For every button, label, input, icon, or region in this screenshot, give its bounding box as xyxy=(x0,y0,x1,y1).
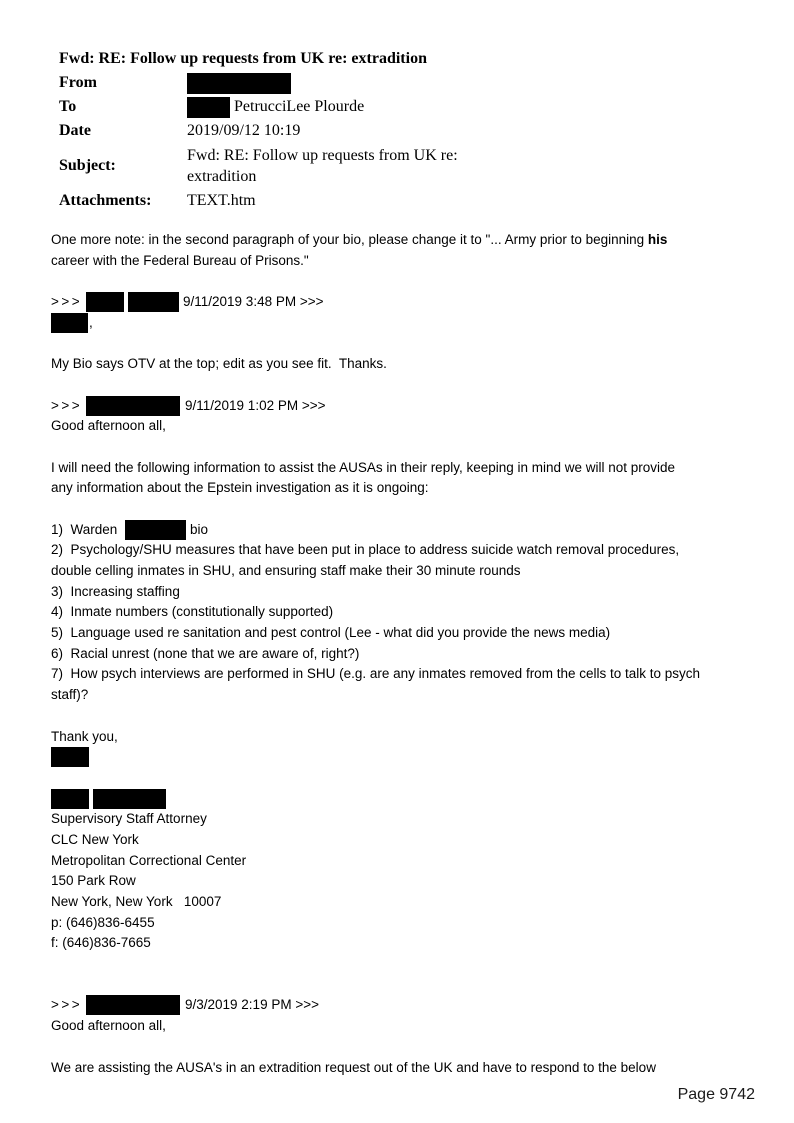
signature-city: New York, New York 10007 xyxy=(51,894,222,909)
redaction-box xyxy=(187,97,230,118)
greeting-line: Good afternoon all, xyxy=(51,1018,166,1034)
redaction-box xyxy=(86,396,180,416)
signature-office: CLC New York xyxy=(51,831,139,847)
subject-label: Subject: xyxy=(59,157,116,174)
quote-marker: >>> xyxy=(51,294,83,310)
redaction-box xyxy=(51,789,89,809)
date-label: Date xyxy=(59,122,91,139)
signature-phone: p: (646)836-6455 xyxy=(51,914,155,930)
list-item-text: 1) Warden xyxy=(51,521,118,537)
list-item: 7) How psych interviews are performed in SHU (e.g. are any inmates removed from the cells to talk to psych xyxy=(51,666,701,682)
signature-title: Supervisory Staff Attorney xyxy=(51,811,207,827)
redaction-box xyxy=(93,789,166,809)
attachments-label: Attachments: xyxy=(59,192,152,209)
from-label: From xyxy=(59,74,97,91)
list-item: 3) Increasing staffing xyxy=(51,583,180,599)
to-label: To xyxy=(59,98,77,115)
list-item: 6) Racial unrest (none that we are aware of, right?) xyxy=(51,645,360,661)
signoff-line xyxy=(51,747,791,768)
date-value: 2019/09/12 10:19 xyxy=(187,122,301,139)
paragraph-line: I will need the following information to assist the AUSAs in their reply, keeping in mind we will not provide xyxy=(51,459,676,475)
message-line: My Bio says OTV at the top; edit as you see fit. Thanks. xyxy=(51,356,387,372)
closing-line: Thank you, xyxy=(51,728,118,744)
paragraph-line: We are assisting the AUSA's in an extradition request out of the UK and have to respond to the below xyxy=(51,1059,656,1075)
list-item-text: bio xyxy=(190,521,209,537)
list-item: 4) Inmate numbers (constitutionally supported) xyxy=(51,604,334,620)
blank-line xyxy=(51,333,791,354)
signature-name-line xyxy=(51,789,791,810)
redaction-box xyxy=(51,747,89,767)
blank-line xyxy=(51,768,791,789)
subject-value-line: extradition xyxy=(187,168,257,185)
page-number: Page 9742 xyxy=(677,1086,755,1103)
blank-line xyxy=(51,271,791,292)
quote-marker: >>> xyxy=(51,997,83,1013)
quoted-header xyxy=(51,396,791,417)
subject-value-line: Fwd: RE: Follow up requests from UK re: xyxy=(187,147,458,164)
note-line: career with the Federal Bureau of Prisons." xyxy=(51,252,309,268)
quote-marker: >>> xyxy=(51,397,83,413)
blank-line xyxy=(51,954,791,975)
signature-street: 150 Park Row xyxy=(51,873,136,889)
signature-fax: f: (646)836-7665 xyxy=(51,935,151,951)
salutation-punct: , xyxy=(89,314,93,330)
paragraph-line: any information about the Epstein investigation as it is ongoing: xyxy=(51,480,429,496)
blank-line xyxy=(51,975,791,996)
salutation-line xyxy=(51,313,791,334)
blank-line xyxy=(51,437,791,458)
note-emphasis: his xyxy=(647,232,668,247)
blank-line xyxy=(51,1037,791,1058)
blank-line xyxy=(51,499,791,520)
quoted-header xyxy=(51,995,791,1016)
email-subject-heading: Fwd: RE: Follow up requests from UK re: extradition xyxy=(59,50,427,67)
redaction-box xyxy=(86,292,124,312)
quoted-header xyxy=(51,292,791,313)
list-item: 5) Language used re sanitation and pest control (Lee - what did you provide the news media) xyxy=(51,625,611,641)
greeting-line: Good afternoon all, xyxy=(51,418,166,434)
redaction-box xyxy=(86,995,180,1015)
to-value: PetrucciLee Plourde xyxy=(234,98,365,115)
note-text: One more note: in the second paragraph of your bio, please change it to "... Army prior to beginning xyxy=(51,232,648,247)
redaction-box xyxy=(51,313,88,333)
list-item: 2) Psychology/SHU measures that have been put in place to address suicide watch removal procedures, xyxy=(51,542,680,558)
quote-timestamp: 9/11/2019 3:48 PM >>> xyxy=(183,294,324,310)
blank-line xyxy=(51,706,791,727)
note-line xyxy=(51,230,791,251)
attachments-value: TEXT.htm xyxy=(187,192,256,209)
redaction-box xyxy=(128,292,179,312)
list-item xyxy=(51,520,791,541)
signature-facility: Metropolitan Correctional Center xyxy=(51,852,247,868)
blank-line xyxy=(51,375,791,396)
email-body xyxy=(51,230,791,1078)
redaction-box xyxy=(125,520,186,540)
redaction-box xyxy=(187,73,291,94)
list-item: staff)? xyxy=(51,687,89,703)
quote-timestamp: 9/3/2019 2:19 PM >>> xyxy=(185,997,319,1013)
list-item: double celling inmates in SHU, and ensuring staff make their 30 minute rounds xyxy=(51,563,521,578)
quote-timestamp: 9/11/2019 1:02 PM >>> xyxy=(185,397,326,413)
